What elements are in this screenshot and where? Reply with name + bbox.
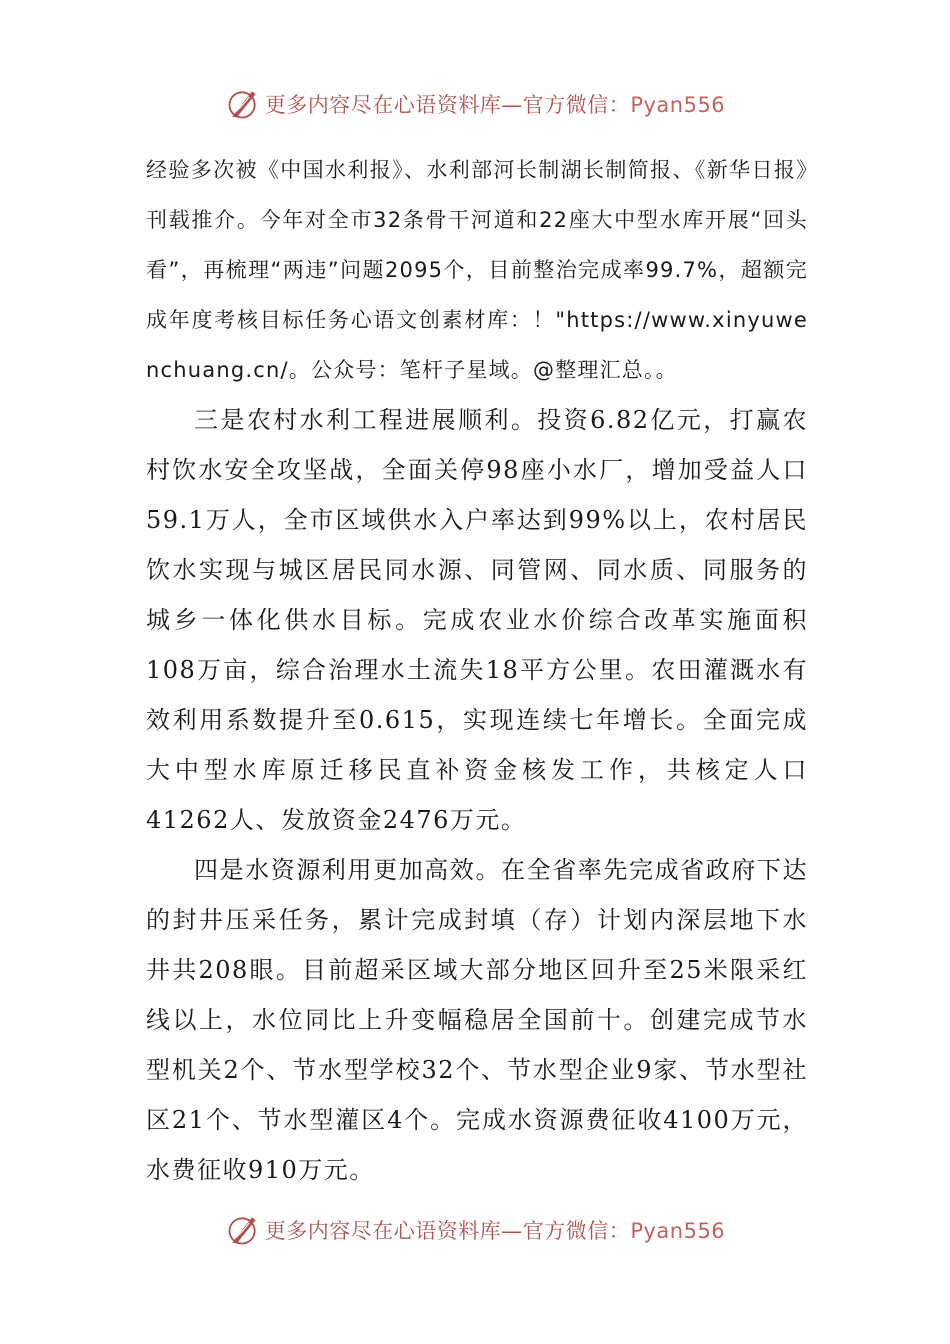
quill-logo-icon: [225, 1212, 261, 1248]
footer-banner: [0, 1210, 950, 1250]
paragraph-1: 经验多次被《中国水利报》、水利部河长制湖长制简报、《新华日报》刊载推介。今年对全市32条骨干河道和22座大中型水库开展“回头看”，再梳理“两违”问题2095个，目前整治完成率99.7%，超额完成年度考核目标任务心语文创素材库：！"https://www.xinyuwenchuang.cn/。公众号：笔杆子星域。@整理汇总。。: [146, 158, 808, 382]
banner-text: 更多内容尽在心语资料库—官方微信：Pyan556: [264, 93, 726, 117]
wechat-id: Pyan556: [630, 93, 726, 117]
banner-text: 更多内容尽在心语资料库—官方微信：Pyan556: [264, 1219, 726, 1243]
quill-logo-icon: [225, 86, 261, 122]
paragraph-2: 三是农村水利工程进展顺利。投资6.82亿元，打赢农村饮水安全攻坚战，全面关停98座小水厂，增加受益人口59.1万人，全市区域供水入户率达到99%以上，农村居民饮水实现与城区居民同水源、同管网、同水质、同服务的城乡一体化供水目标。完成农业水价综合改革实施面积108万亩，综合治理水土流失18平方公里。农田灌溉水有效利用系数提升至0.615，实现连续七年增长。全面完成大中型水库原迁移民直补资金核发工作，共核定人口41262人、发放资金2476万元。: [146, 406, 808, 834]
wechat-id: Pyan556: [630, 1219, 726, 1243]
header-banner: [0, 84, 950, 124]
document-body: [146, 145, 808, 1195]
paragraph-3: 四是水资源利用更加高效。在全省率先完成省政府下达的封井压采任务，累计完成封填（存）计划内深层地下水井共208眼。目前超采区域大部分地区回升至25米限采红线以上，水位同比上升变幅稳居全国前十。创建完成节水型机关2个、节水型学校32个、节水型企业9家、节水型社区21个、节水型灌区4个。完成水资源费征收4100万元，水费征收910万元。: [146, 856, 808, 1184]
